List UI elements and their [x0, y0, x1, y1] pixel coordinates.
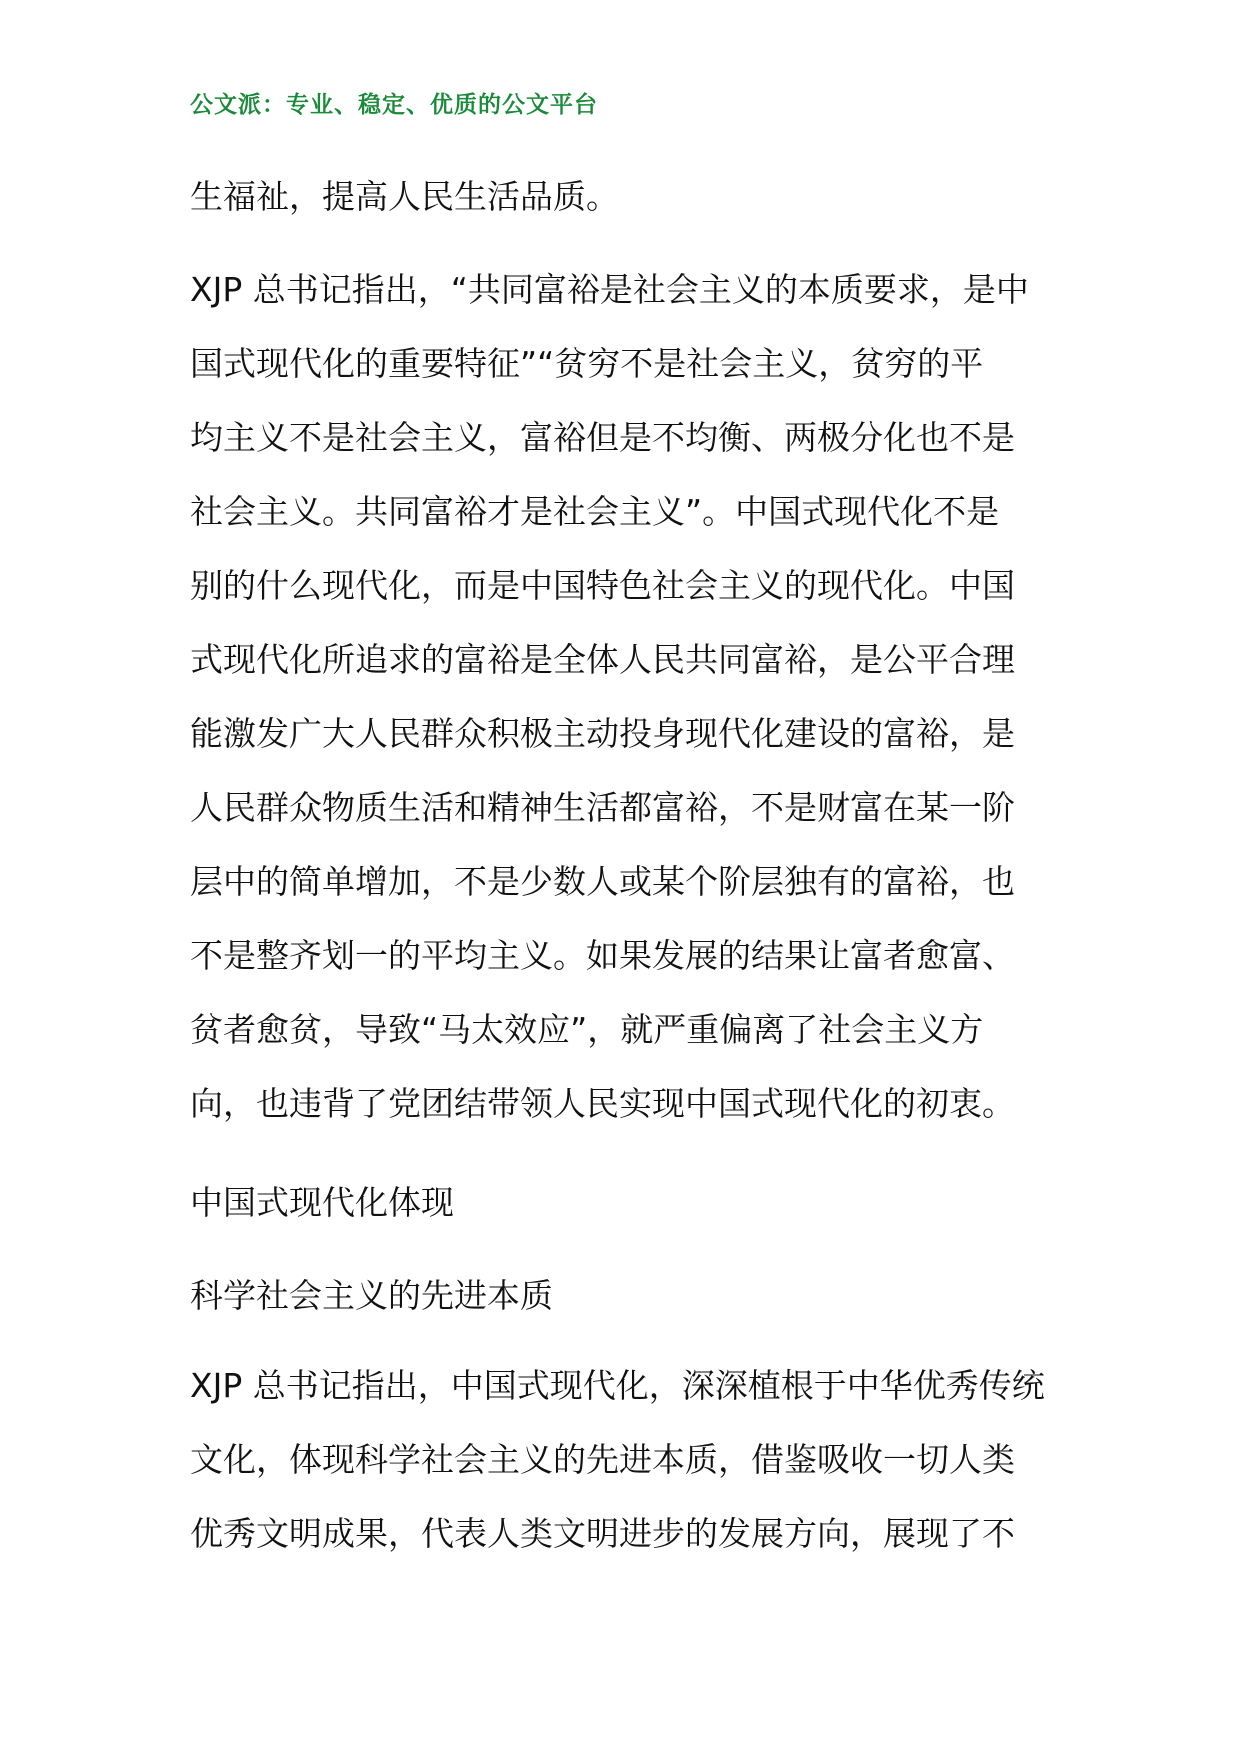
section-heading-line-2 [190, 1259, 1060, 1333]
text-line: 向，也违背了党团结带领人民实现中国式现代化的初衷。 [190, 1084, 1015, 1123]
text-line: 优秀文明成果，代表人类文明进步的发展方向，展现了不 [190, 1514, 1015, 1553]
text-line: 层中的简单增加，不是少数人或某个阶层独有的富裕，也 [190, 862, 1015, 901]
paragraph-2 [190, 253, 1060, 1141]
text-line: 贫者愈贫，导致“马太效应”，就严重偏离了社会主义方 [190, 1010, 984, 1049]
text-line: 国式现代化的重要特征”“贫穷不是社会主义，贫穷的平 [190, 344, 984, 383]
text-line: 文化，体现科学社会主义的先进本质，借鉴吸收一切人类 [190, 1440, 1015, 1479]
heading-text: 中国式现代化体现 [190, 1183, 454, 1222]
site-header-title: 公文派：专业、稳定、优质的公文平台 [190, 92, 598, 118]
text-line: 社会主义。共同富裕才是社会主义”。中国式现代化不是 [190, 492, 1000, 531]
text-line: 别的什么现代化，而是中国特色社会主义的现代化。中国 [190, 566, 1015, 605]
paragraph-1 [190, 160, 1060, 234]
section-heading-line-1 [190, 1166, 1060, 1240]
text-line: 式现代化所追求的富裕是全体人民共同富裕，是公平合理 [190, 640, 1015, 679]
text-line: 不是整齐划一的平均主义。如果发展的结果让富者愈富、 [190, 936, 1015, 975]
text-line: 能激发广大人民群众积极主动投身现代化建设的富裕，是 [190, 714, 1015, 753]
heading-text: 科学社会主义的先进本质 [190, 1276, 553, 1315]
text-line: XJP 总书记指出，中国式现代化，深深植根于中华优秀传统 [190, 1366, 1045, 1405]
text-line: 均主义不是社会主义，富裕但是不均衡、两极分化也不是 [190, 418, 1015, 457]
paragraph-3 [190, 1349, 1060, 1571]
text-line: 生福祉，提高人民生活品质。 [190, 177, 619, 216]
text-line: XJP 总书记指出，“共同富裕是社会主义的本质要求，是中 [190, 270, 1029, 309]
text-line: 人民群众物质生活和精神生活都富裕，不是财富在某一阶 [190, 788, 1015, 827]
